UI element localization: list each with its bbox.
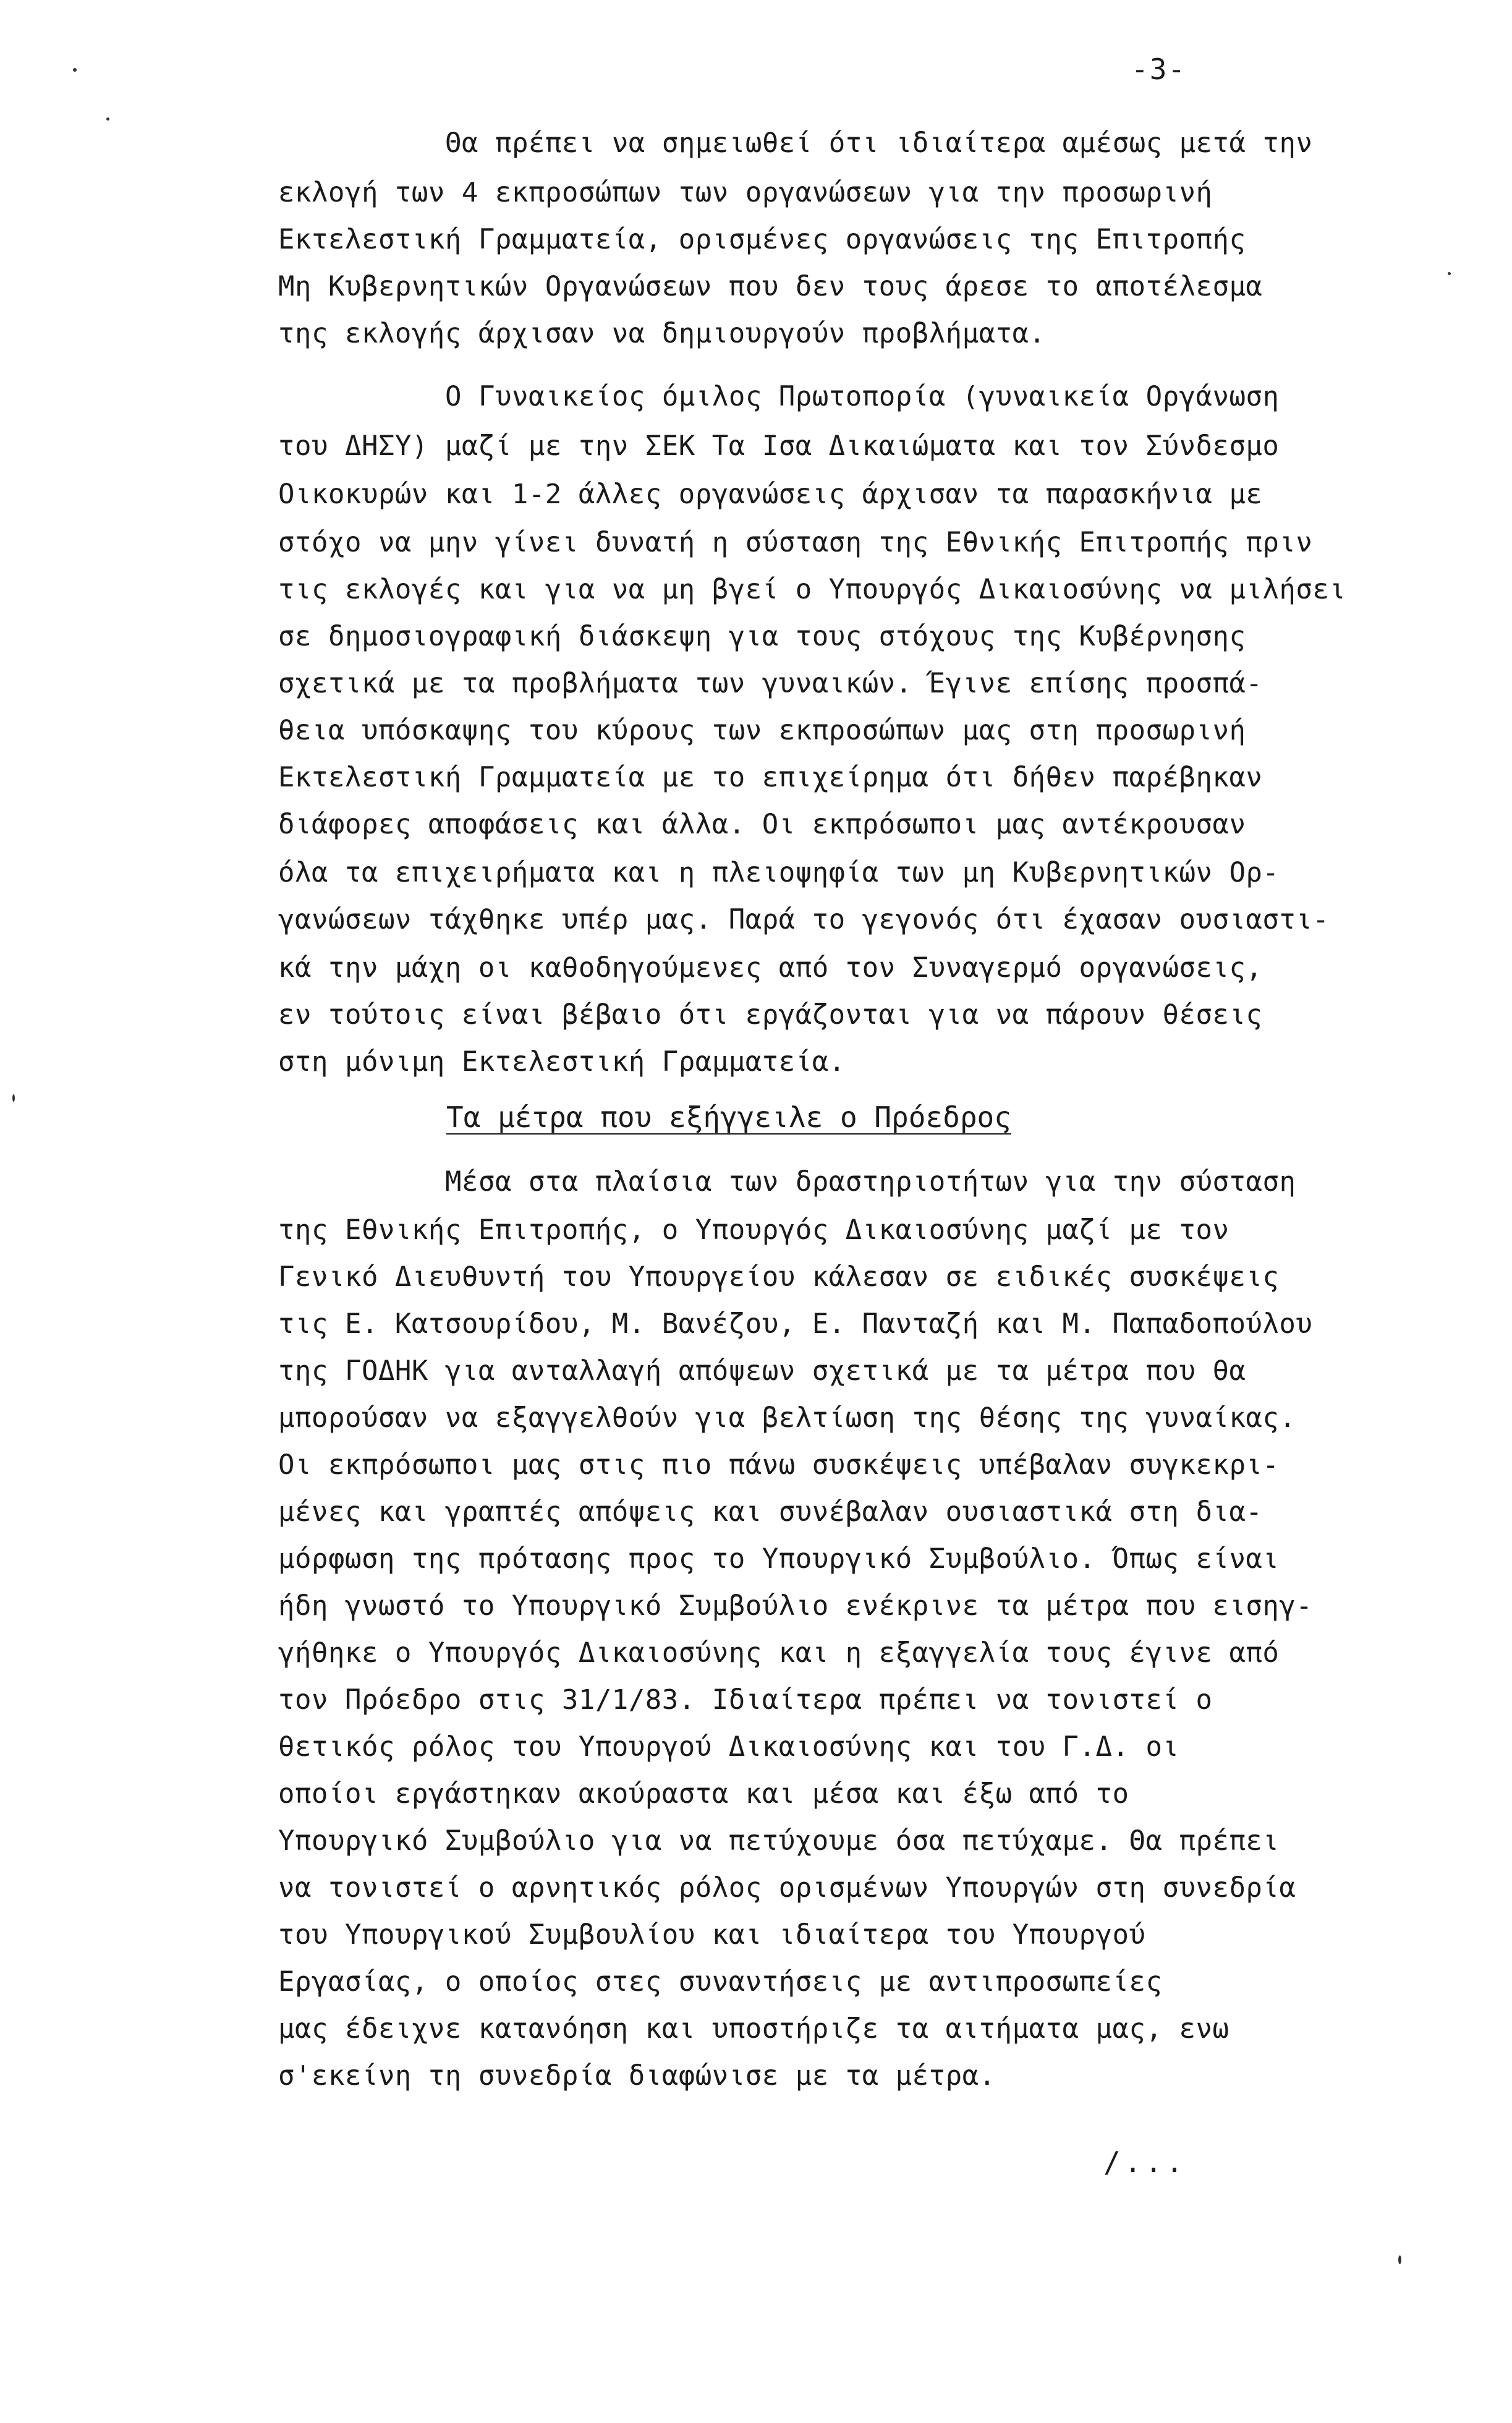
paragraph-3-line: Μέσα στα πλαίσια των δραστηριοτήτων για την σύσταση <box>445 1166 1296 1198</box>
paragraph-3-line: τον Πρόεδρο στις 31/1/83. Ιδιαίτερα πρέπει να τονιστεί ο <box>278 1684 1213 1716</box>
paragraph-1-line: της εκλογής άρχισαν να δημιουργούν προβλήματα. <box>278 318 1046 349</box>
paragraph-3-line: θετικός ρόλος του Υπουργού Δικαιοσύνης και του Γ.Δ. οι <box>278 1731 1179 1763</box>
paragraph-3-line: σ'εκείνη τη συνεδρία διαφώνισε με τα μέτρα. <box>278 2060 996 2092</box>
page-number: -3- <box>1131 53 1187 86</box>
paragraph-2-line: εν τούτοις είναι βέβαιο ότι εργάζονται για να πάρουν θέσεις <box>278 999 1263 1031</box>
paragraph-3-line: Εργασίας, ο οποίος στες συναντήσεις με αντιπροσωπείες <box>278 1966 1163 1998</box>
scan-speck <box>12 1094 15 1102</box>
paragraph-3-line: Γενικό Διευθυντή του Υπουργείου κάλεσαν σε ειδικές συσκέψεις <box>278 1261 1280 1293</box>
scan-speck <box>1448 272 1451 275</box>
paragraph-3-line: Οι εκπρόσωποι μας στις πιο πάνω συσκέψεις υπέβαλαν συγκεκρι- <box>278 1449 1280 1481</box>
paragraph-1-line: Θα πρέπει να σημειωθεί ότι ιδιαίτερα αμέσως μετά την <box>445 127 1313 159</box>
paragraph-2-line: θεια υπόσκαψης του κύρους των εκπροσώπων μας στη προσωρινή <box>278 715 1246 746</box>
scan-speck <box>106 117 109 121</box>
scan-speck <box>1398 2255 1401 2264</box>
scan-speck <box>73 68 77 72</box>
paragraph-3-line: οποίοι εργάστηκαν ακούραστα και μέσα και έξω από το <box>278 1778 1129 1810</box>
paragraph-2-line: τις εκλογές και για να μη βγεί ο Υπουργός Δικαιοσύνης να μιλήσει <box>278 574 1346 605</box>
paragraph-2-line: σχετικά με τα προβλήματα των γυναικών. Έγινε επίσης προσπά- <box>278 668 1263 699</box>
paragraph-3-line: μόρφωση της πρότασης προς το Υπουργικό Συμβούλιο. Όπως είναι <box>278 1543 1280 1575</box>
paragraph-2-line: σε δημοσιογραφική διάσκεψη για τους στόχους της Κυβέρνησης <box>278 621 1246 652</box>
paragraph-3-line: τις Ε. Κατσουρίδου, Μ. Βανέζου, Ε. Πανταζή και Μ. Παπαδοπούλου <box>278 1308 1313 1340</box>
paragraph-2-line: στη μόνιμη Εκτελεστική Γραμματεία. <box>278 1046 846 1078</box>
paragraph-3-line: μας έδειχνε κατανόηση και υποστήριζε τα αιτήματα μας, ενω <box>278 2013 1230 2045</box>
paragraph-2-line: στόχο να μην γίνει δυνατή η σύσταση της Εθνικής Επιτροπής πριν <box>278 527 1313 558</box>
paragraph-3-line: της Εθνικής Επιτροπής, ο Υπουργός Δικαιοσύνης μαζί με τον <box>278 1214 1230 1246</box>
paragraph-3-line: μένες και γραπτές απόψεις και συνέβαλαν ουσιαστικά στη δια- <box>278 1496 1263 1528</box>
paragraph-3-line: του Υπουργικού Συμβουλίου και ιδιαίτερα του Υπουργού <box>278 1919 1146 1951</box>
paragraph-1-line: Μη Κυβερνητικών Οργανώσεων που δεν τους άρεσε το αποτέλεσμα <box>278 271 1263 302</box>
paragraph-3-line: γήθηκε ο Υπουργός Δικαιοσύνης και η εξαγγελία τους έγινε από <box>278 1637 1280 1669</box>
paragraph-3-line: της ΓΟΔΗΚ για ανταλλαγή απόψεων σχετικά με τα μέτρα που θα <box>278 1355 1246 1387</box>
paragraph-2-line: διάφορες αποφάσεις και άλλα. Οι εκπρόσωποι μας αντέκρουσαν <box>278 809 1246 840</box>
continuation-mark: /... <box>1103 2145 1187 2179</box>
paragraph-2-line: Ο Γυναικείος όμιλος Πρωτοπορία (γυναικεία Οργάνωση <box>445 381 1280 412</box>
paragraph-2-line: όλα τα επιχειρήματα και η πλειοψηφία των μη Κυβερνητικών Ορ- <box>278 857 1280 888</box>
paragraph-1-line: Εκτελεστική Γραμματεία, ορισμένες οργανώσεις της Επιτροπής <box>278 224 1246 255</box>
paragraph-2-line: κά την μάχη οι καθοδηγούμενες από τον Συναγερμό οργανώσεις, <box>278 952 1263 984</box>
paragraph-2-line: του ΔΗΣΥ) μαζί με την ΣΕΚ Τα Ισα Δικαιώματα και τον Σύνδεσμο <box>278 430 1280 462</box>
paragraph-3-line: Υπουργικό Συμβούλιο για να πετύχουμε όσα πετύχαμε. Θα πρέπει <box>278 1825 1280 1857</box>
paragraph-2-line: Οικοκυρών και 1-2 άλλες οργανώσεις άρχισαν τα παρασκήνια με <box>278 479 1263 510</box>
paragraph-3-line: να τονιστεί ο αρνητικός ρόλος ορισμένων Υπουργών στη συνεδρία <box>278 1872 1296 1904</box>
section-heading: Τα μέτρα που εξήγγειλε ο Πρόεδρος <box>446 1101 1011 1134</box>
paragraph-1-line: εκλογή των 4 εκπροσώπων των οργανώσεων για την προσωρινή <box>278 177 1213 208</box>
paragraph-3-line: μπορούσαν να εξαγγελθούν για βελτίωση της θέσης της γυναίκας. <box>278 1402 1296 1434</box>
paragraph-3-line: ήδη γνωστό το Υπουργικό Συμβούλιο ενέκρινε τα μέτρα που εισηγ- <box>278 1590 1313 1622</box>
paragraph-2-line: γανώσεων τάχθηκε υπέρ μας. Παρά το γεγονός ότι έχασαν ουσιαστι- <box>278 904 1330 935</box>
paragraph-2-line: Εκτελεστική Γραμματεία με το επιχείρημα ότι δήθεν παρέβηκαν <box>278 762 1263 793</box>
